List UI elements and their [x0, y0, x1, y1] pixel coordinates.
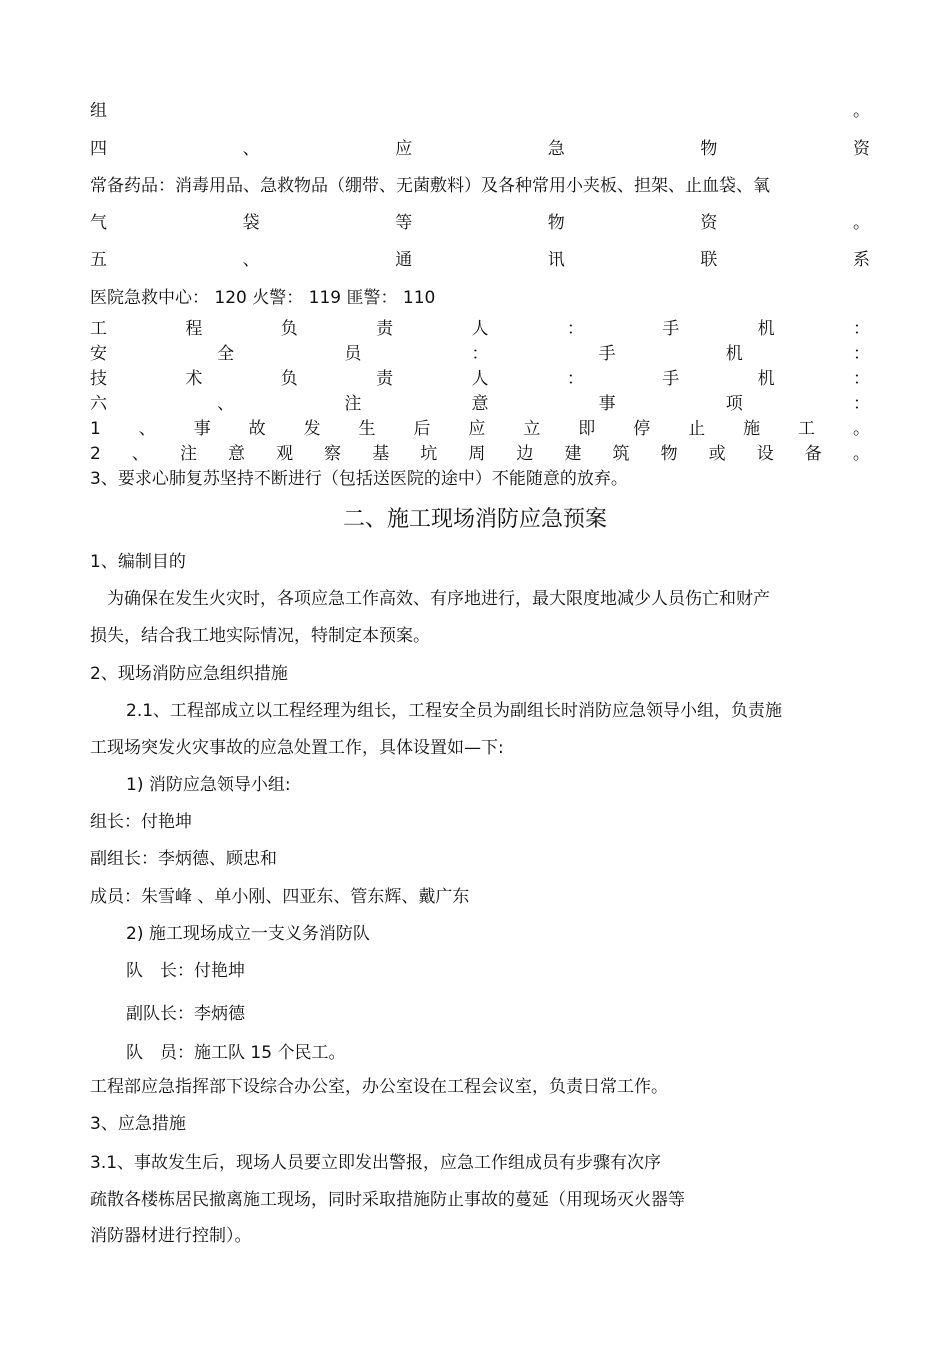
row-engineering-lead: [90, 318, 870, 340]
justified-char: 事: [598, 394, 616, 414]
justified-char: 事: [193, 419, 211, 439]
heading-1: 1、编制目的: [90, 552, 186, 572]
heading-3: 3、应急措施: [90, 1114, 186, 1134]
justified-char: 意: [471, 394, 489, 414]
subheading-leadership: 1) 消防应急领导小组:: [126, 775, 291, 795]
subheading-fire-team: 2) 施工现场成立一支义务消防队: [126, 924, 370, 944]
justified-char: 或: [708, 444, 726, 464]
justified-char: ：: [853, 369, 870, 389]
justified-char: 后: [413, 419, 431, 439]
justified-char: 边: [516, 444, 534, 464]
justified-char: 机: [757, 369, 775, 389]
paragraph-2b: 工现场突发火灾事故的应急处置工作，具体设置如—下:: [90, 738, 504, 758]
team-members-line: 队 员：施工队 15 个民工。: [126, 1043, 346, 1063]
justified-char: 应: [468, 419, 486, 439]
justified-char: 物: [700, 139, 718, 159]
paragraph-1a: 为确保在发生火灾时，各项应急工作高效、有序地进行，最大限度地减少人员伤亡和财产: [107, 589, 770, 609]
justified-char: 通: [395, 250, 413, 270]
justified-char: 项: [725, 394, 743, 414]
justified-char: 、: [242, 250, 260, 270]
justified-char: 员: [344, 344, 362, 364]
justified-char: 1: [90, 419, 101, 439]
justified-char: ：: [566, 369, 584, 389]
justified-char: 、: [242, 139, 260, 159]
justified-char: 五: [90, 250, 107, 270]
justified-char: 联: [700, 250, 718, 270]
justified-char: 四: [90, 139, 107, 159]
members-line: 成员：朱雪峰 、单小刚、四亚东、管东辉、戴广东: [90, 887, 470, 907]
justified-char: 气: [90, 213, 107, 233]
justified-char: 意: [228, 444, 246, 464]
justified-char: 。: [853, 101, 870, 121]
justified-char: 讯: [547, 250, 565, 270]
justified-char: 发: [303, 419, 321, 439]
justified-char: 察: [324, 444, 342, 464]
vice-leader-line: 副组长：李炳德、顾忠和: [90, 849, 277, 869]
justified-char: 责: [376, 319, 394, 339]
justified-char: 设: [756, 444, 774, 464]
justified-char: 2: [90, 444, 101, 464]
justified-char: 资: [852, 139, 870, 159]
leader-line: 组长：付艳坤: [90, 812, 192, 832]
justified-char: 资: [700, 213, 718, 233]
justified-char: 物: [547, 213, 565, 233]
justified-char: ：: [852, 394, 870, 414]
justified-char: 手: [662, 319, 680, 339]
justified-char: 。: [852, 213, 870, 233]
justified-char: 责: [376, 369, 394, 389]
justified-char: 故: [248, 419, 266, 439]
justified-char: 注: [179, 444, 197, 464]
justified-char: 工: [90, 319, 107, 339]
justified-char: 技: [90, 369, 107, 389]
row-oxygen: [90, 212, 870, 234]
justified-char: 观: [276, 444, 294, 464]
justified-char: 建: [564, 444, 582, 464]
justified-char: ：: [852, 344, 870, 364]
justified-char: 安: [90, 344, 107, 364]
justified-char: 机: [725, 344, 743, 364]
paragraph-3b: 疏散各楼栋居民撤离施工现场，同时采取措施防止事故的蔓延（用现场灭火器等: [90, 1190, 685, 1210]
paragraph-3a: 3.1、事故发生后，现场人员要立即发出警报，应急工作组成员有步骤有次序: [90, 1153, 662, 1173]
justified-char: 急: [547, 139, 565, 159]
justified-char: 机: [757, 319, 775, 339]
justified-char: 停: [633, 419, 651, 439]
justified-char: 人: [471, 319, 489, 339]
justified-char: 物: [660, 444, 678, 464]
justified-char: 立: [523, 419, 541, 439]
justified-char: 负: [280, 369, 298, 389]
justified-char: 等: [395, 213, 413, 233]
justified-char: 组: [90, 101, 107, 121]
heading-2: 2、现场消防应急组织措施: [90, 664, 288, 684]
justified-char: 、: [138, 419, 156, 439]
justified-char: 人: [471, 369, 489, 389]
justified-char: 手: [598, 344, 616, 364]
justified-char: 基: [372, 444, 390, 464]
justified-char: 。: [852, 419, 870, 439]
team-leader-line: 队 长：付艳坤: [126, 961, 245, 981]
row-1: [90, 100, 870, 122]
justified-char: 术: [185, 369, 203, 389]
justified-char: 工: [798, 419, 816, 439]
row-tech-lead: [90, 368, 870, 390]
justified-char: 袋: [242, 213, 260, 233]
justified-char: 筑: [612, 444, 630, 464]
justified-char: 即: [578, 419, 596, 439]
justified-char: 备: [804, 444, 822, 464]
row-safety-officer: [90, 343, 870, 365]
justified-char: 坑: [420, 444, 438, 464]
justified-char: 负: [280, 319, 298, 339]
justified-char: ：: [853, 319, 870, 339]
note-3: 3、要求心肺复苏坚持不断进行（包括送医院的途中）不能随意的放弃。: [90, 469, 628, 489]
justified-char: 施: [743, 419, 761, 439]
row-6-notes: [90, 393, 870, 415]
paragraph-2a: 2.1、工程部成立以工程经理为组长，工程安全员为副组长时消防应急领导小组，负责施: [126, 701, 783, 721]
justified-char: 全: [217, 344, 235, 364]
justified-char: 、: [217, 394, 235, 414]
paragraph-3c: 消防器材进行控制）。: [90, 1226, 252, 1246]
team-vice-line: 副队长：李炳德: [126, 1004, 245, 1024]
section-title: 二、施工现场消防应急预案: [342, 507, 607, 532]
justified-char: 六: [90, 394, 107, 414]
justified-char: ：: [566, 319, 584, 339]
justified-char: 注: [344, 394, 362, 414]
justified-char: ：: [471, 344, 489, 364]
justified-char: 应: [395, 139, 413, 159]
medicine-line: 常备药品：消毒用品、急救物品（绷带、无菌敷料）及各种常用小夹板、担架、止血袋、氧: [90, 176, 770, 196]
paragraph-1b: 损失，结合我工地实际情况，特制定本预案。: [90, 626, 430, 646]
justified-char: 生: [358, 419, 376, 439]
note-1: [90, 418, 870, 440]
emergency-numbers: 医院急救中心： 120 火警： 119 匪警： 110: [90, 288, 436, 308]
justified-char: 止: [688, 419, 706, 439]
justified-char: 程: [185, 319, 203, 339]
row-4-materials: [90, 138, 870, 160]
justified-char: 周: [468, 444, 486, 464]
justified-char: 手: [662, 369, 680, 389]
justified-char: 、: [131, 444, 149, 464]
row-5-contact: [90, 249, 870, 271]
justified-char: 。: [852, 444, 870, 464]
justified-char: 系: [852, 250, 870, 270]
note-2: [90, 443, 870, 465]
office-line: 工程部应急指挥部下设综合办公室，办公室设在工程会议室，负责日常工作。: [90, 1077, 668, 1097]
